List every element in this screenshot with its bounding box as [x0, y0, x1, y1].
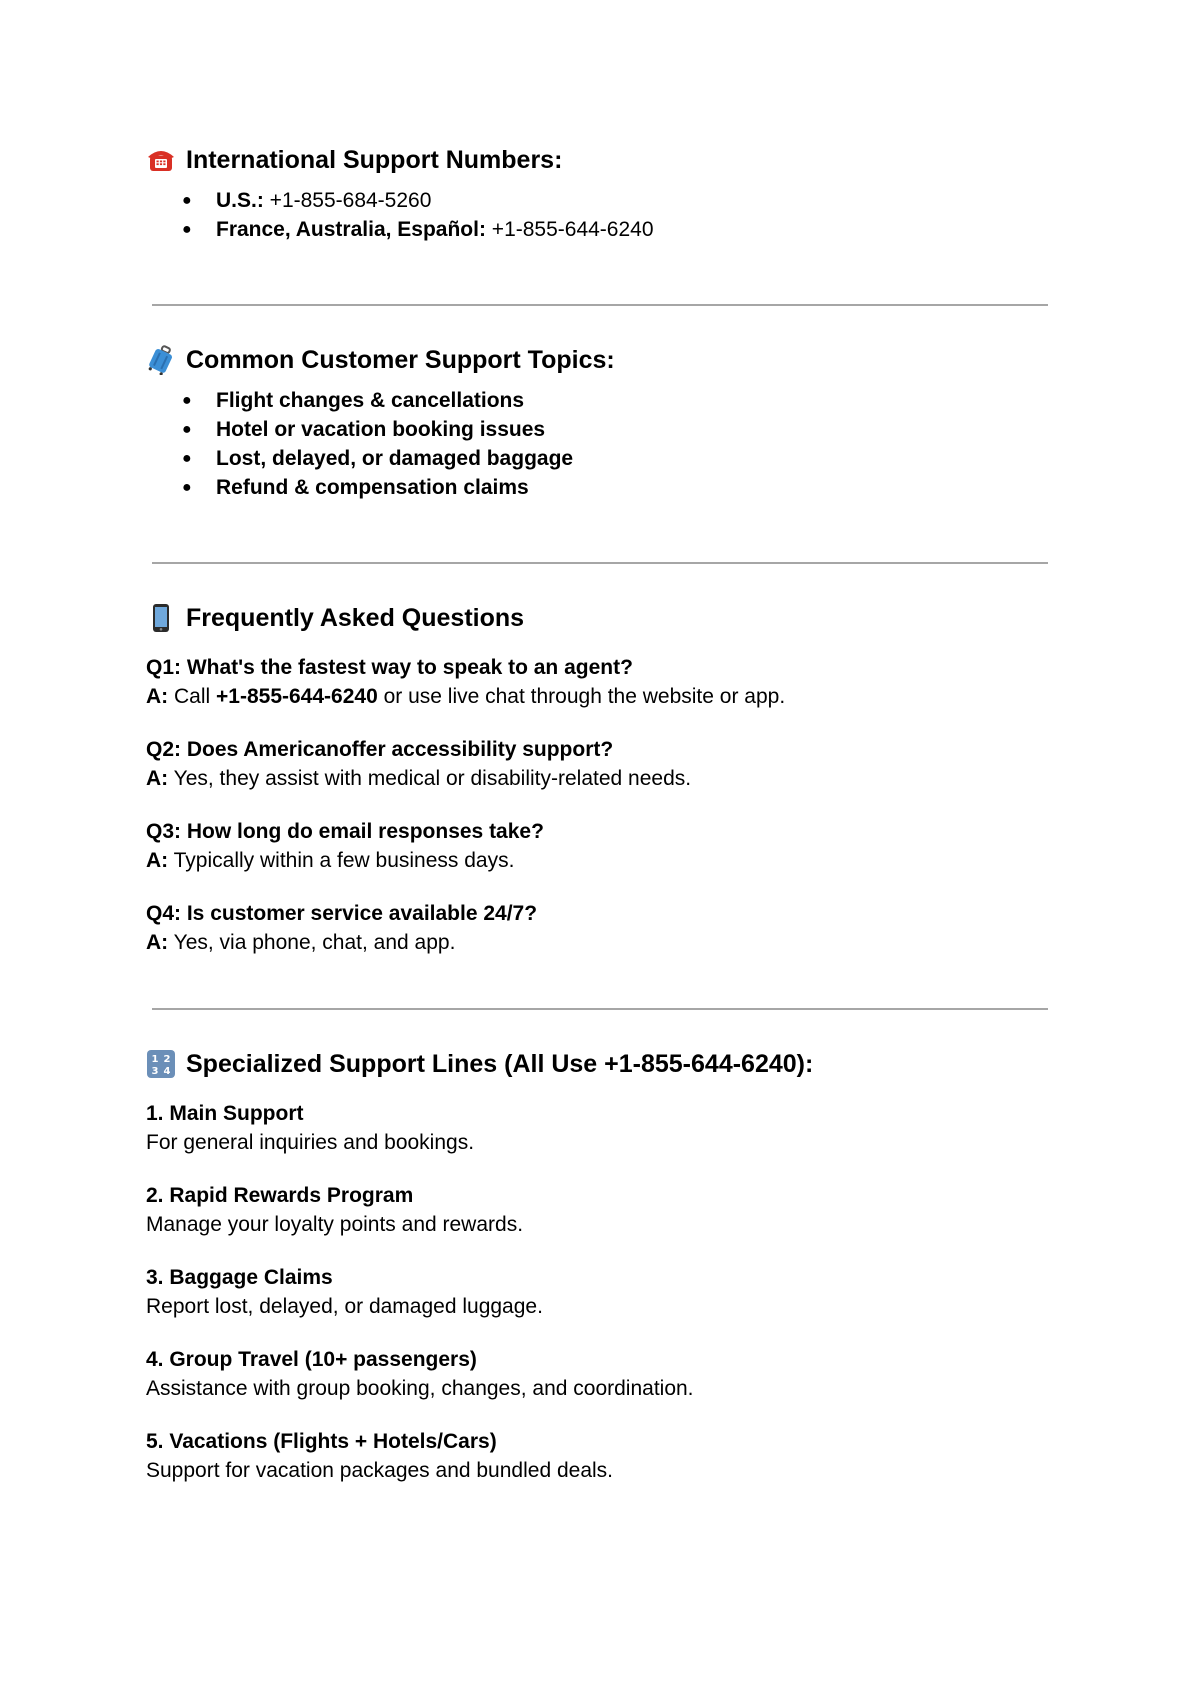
- svg-text:2: 2: [163, 1054, 171, 1065]
- support-line-item: [146, 1345, 1046, 1403]
- support-line-title: 2. Rapid Rewards Program: [146, 1184, 414, 1207]
- support-line-item: [146, 1427, 1046, 1485]
- support-line-desc: Report lost, delayed, or damaged luggage.: [146, 1295, 543, 1318]
- support-line-desc: For general inquiries and bookings.: [146, 1131, 475, 1154]
- bullet-icon: ●: [182, 421, 192, 438]
- phone-number: +1-855-684-5260: [263, 189, 432, 212]
- luggage-icon: [146, 345, 176, 375]
- svg-text:4: 4: [163, 1066, 171, 1077]
- faq-item: [146, 817, 1046, 875]
- support-line-title: 3. Baggage Claims: [146, 1266, 333, 1289]
- country-label: France, Australia, Español:: [216, 218, 486, 241]
- intl-numbers-list: [146, 186, 654, 244]
- list-item: [182, 444, 573, 473]
- faq-heading: [146, 598, 524, 638]
- bullet-icon: ●: [182, 392, 192, 409]
- support-line-title: 1. Main Support: [146, 1102, 304, 1125]
- support-line-desc: Assistance with group booking, changes, and coordination.: [146, 1377, 694, 1400]
- svg-text:1: 1: [151, 1054, 159, 1065]
- faq-question: Q2: Does Americanoffer accessibility support?: [146, 738, 614, 761]
- answer-text: Typically within a few business days.: [168, 849, 515, 872]
- list-item: [182, 473, 573, 502]
- faq-answer: [146, 764, 1046, 793]
- input-numbers-icon: [146, 1049, 176, 1079]
- faq-answer: [146, 928, 1046, 957]
- bullet-icon: ●: [182, 450, 192, 467]
- telephone-icon: [146, 145, 176, 175]
- support-line-item: [146, 1099, 1046, 1157]
- intl-heading: [146, 140, 562, 180]
- lines-heading-text: Specialized Support Lines (All Use +1-855-644-6240):: [186, 1049, 814, 1078]
- answer-text: Yes, they assist with medical or disability-related needs.: [168, 767, 692, 790]
- support-line-desc: Support for vacation packages and bundled deals.: [146, 1459, 613, 1482]
- faq-question: Q1: What's the fastest way to speak to an agent?: [146, 656, 633, 679]
- intl-heading-text: International Support Numbers:: [186, 145, 563, 174]
- topics-list: [146, 386, 573, 502]
- section-divider: [152, 304, 1048, 306]
- list-item: [182, 215, 654, 244]
- svg-text:3: 3: [151, 1066, 159, 1077]
- country-label: U.S.:: [216, 189, 264, 212]
- answer-phone: +1-855-644-6240: [216, 685, 378, 708]
- section-divider: [152, 562, 1048, 564]
- answer-label: A:: [146, 849, 169, 872]
- topics-heading-text: Common Customer Support Topics:: [186, 345, 615, 374]
- faq-item: [146, 653, 1046, 711]
- topic-label: Lost, delayed, or damaged baggage: [216, 447, 574, 470]
- lines-heading: [146, 1044, 813, 1084]
- list-item: [182, 386, 573, 415]
- support-line-item: [146, 1263, 1046, 1321]
- answer-text-end: or use live chat through the website or app.: [377, 685, 786, 708]
- bullet-icon: ●: [182, 221, 192, 238]
- support-line-title: 4. Group Travel (10+ passengers): [146, 1348, 477, 1371]
- answer-text: Yes, via phone, chat, and app.: [168, 931, 456, 954]
- topic-label: Refund & compensation claims: [216, 476, 529, 499]
- phone-number: +1-855-644-6240: [485, 218, 654, 241]
- faq-answer: [146, 846, 1046, 875]
- faq-question: Q4: Is customer service available 24/7?: [146, 902, 538, 925]
- section-divider: [152, 1008, 1048, 1010]
- bullet-icon: ●: [182, 479, 192, 496]
- bullet-icon: ●: [182, 192, 192, 209]
- support-line-desc: Manage your loyalty points and rewards.: [146, 1213, 524, 1236]
- answer-label: A:: [146, 767, 169, 790]
- faq-answer: [146, 682, 1046, 711]
- answer-text: Call: [168, 685, 217, 708]
- topic-label: Flight changes & cancellations: [216, 389, 525, 412]
- faq-heading-text: Frequently Asked Questions: [186, 603, 525, 632]
- topic-label: Hotel or vacation booking issues: [216, 418, 546, 441]
- answer-label: A:: [146, 931, 169, 954]
- support-line-title: 5. Vacations (Flights + Hotels/Cars): [146, 1430, 497, 1453]
- faq-question: Q3: How long do email responses take?: [146, 820, 544, 843]
- list-item: [182, 415, 573, 444]
- answer-label: A:: [146, 685, 169, 708]
- faq-item: [146, 735, 1046, 793]
- topics-heading: [146, 340, 615, 380]
- list-item: [182, 186, 654, 215]
- mobile-phone-icon: [146, 603, 176, 633]
- support-line-item: [146, 1181, 1046, 1239]
- faq-item: [146, 899, 1046, 957]
